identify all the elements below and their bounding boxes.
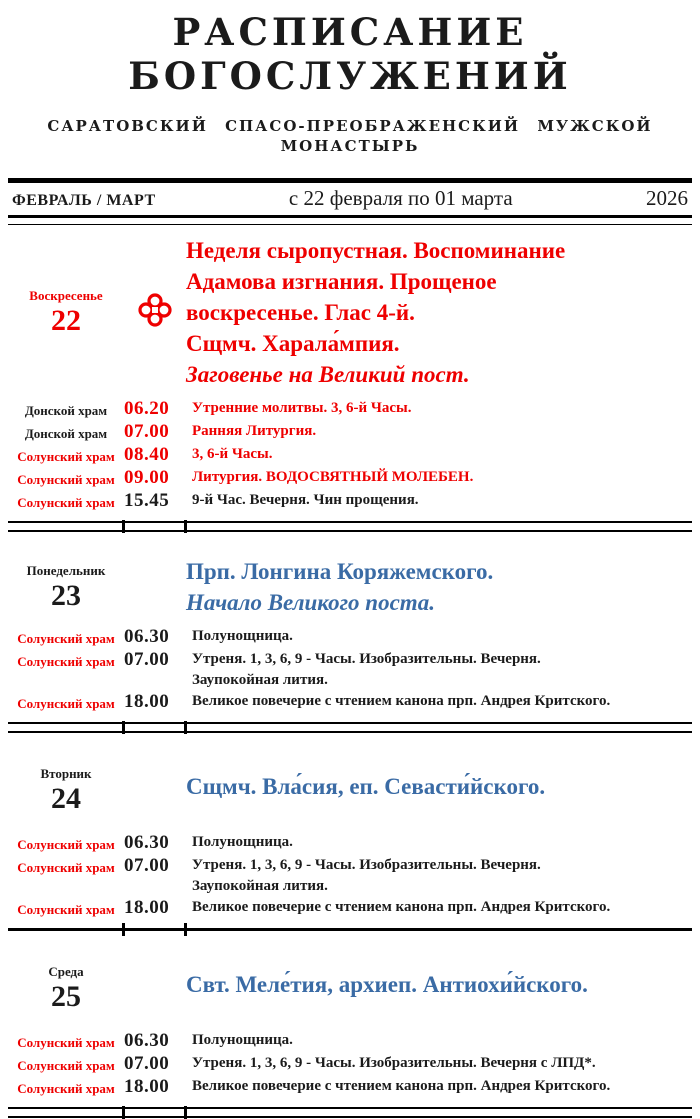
service-time: 06.20	[124, 398, 170, 419]
service-church: Солунский храм	[17, 1058, 115, 1073]
day-name: Понедельник	[26, 562, 106, 578]
day-block	[8, 931, 692, 1107]
service-church: Донской храм	[24, 426, 108, 441]
day-name: Воскресенье	[29, 288, 103, 303]
table-separator-rule	[8, 1107, 692, 1118]
column-tick	[184, 520, 187, 533]
service-line: Утреня. 1, 3, 6, 9 - Часы. Изобразительны. Вечерня.	[192, 857, 541, 873]
service-church: Солунский храм	[17, 472, 115, 487]
service-church: Солунский храм	[17, 837, 115, 852]
feast-line: Сщмч. Харала́мпия.	[186, 331, 400, 356]
service-church: Солунский храм	[17, 631, 115, 646]
service-description	[186, 1053, 692, 1076]
service-line: Заупокойная лития.	[192, 672, 328, 688]
service-description	[186, 444, 692, 467]
service-line: Литургия. ВОДОСВЯТНЫЙ МОЛЕБЕН.	[192, 469, 474, 485]
services-table	[8, 626, 692, 714]
column-tick	[122, 721, 125, 734]
schedule-page	[0, 10, 700, 1118]
column-tick	[122, 923, 125, 936]
table-separator-rule	[8, 722, 692, 733]
column-tick	[184, 721, 187, 734]
services-table	[8, 398, 692, 513]
service-line: Великое повечерие с чтением канона прп. Андрея Критского.	[192, 693, 611, 709]
services-table	[8, 832, 692, 920]
service-church: Солунский храм	[17, 902, 115, 917]
service-description	[186, 626, 692, 649]
day-block	[8, 225, 692, 521]
service-time: 07.00	[124, 649, 170, 670]
service-church: Донской храм	[24, 403, 108, 418]
service-church: Солунский храм	[17, 696, 115, 711]
day-block	[8, 733, 692, 928]
day-header	[8, 235, 692, 390]
day-label	[8, 563, 124, 612]
service-line: Утреня. 1, 3, 6, 9 - Часы. Изобразительны. Вечерня.	[192, 651, 541, 667]
day-header	[8, 556, 692, 618]
day-number: 25	[51, 980, 81, 1013]
feast-line: Свт. Меле́тия, архиеп. Антиохи́йского.	[186, 972, 588, 997]
service-description	[186, 649, 692, 691]
service-line: Великое повечерие с чтением канона прп. Андрея Критского.	[192, 1078, 611, 1094]
day-name: Среда	[48, 964, 84, 979]
feast-line: Прп. Лонгина Коряжемского.	[186, 559, 494, 584]
feast-description	[186, 771, 692, 802]
service-church: Солунский храм	[17, 1035, 115, 1050]
period-months: ФЕВРАЛЬ / МАРТ	[12, 192, 156, 209]
feast-description	[186, 969, 692, 1000]
monastery-subtitle: САРАТОВСКИЙ СПАСО-ПРЕОБРАЖЕНСКИЙ МУЖСКОЙ МОНАСТЫРЬ	[47, 117, 653, 155]
service-description	[186, 855, 692, 897]
day-label	[8, 766, 124, 815]
day-label	[8, 288, 124, 337]
feast-line-italic: Заговенье на Великий пост.	[186, 362, 470, 387]
service-church: Солунский храм	[17, 1081, 115, 1096]
service-time: 15.45	[124, 490, 170, 511]
service-line: Полунощница.	[192, 1032, 293, 1048]
service-line: 3, 6-й Часы.	[192, 446, 273, 462]
services-table	[8, 1030, 692, 1099]
day-cross-cell	[124, 293, 186, 332]
service-church: Солунский храм	[17, 654, 115, 669]
service-line: Великое повечерие с чтением канона прп. Андрея Критского.	[192, 899, 611, 915]
feast-line: Сщмч. Вла́сия, еп. Севасти́йского.	[186, 774, 546, 799]
service-church: Солунский храм	[17, 449, 115, 464]
service-line: Ранняя Литургия.	[192, 423, 317, 439]
service-description	[186, 897, 692, 920]
service-time: 08.40	[124, 444, 170, 465]
service-line: Утренние молитвы. 3, 6-й Часы.	[192, 400, 412, 416]
service-line: 9-й Час. Вечерня. Чин прощения.	[192, 492, 419, 508]
service-time: 07.00	[124, 421, 170, 442]
period-band	[8, 178, 692, 225]
day-name: Вторник	[40, 766, 92, 781]
feast-line: воскресенье. Глас 4-й.	[186, 300, 415, 325]
service-description	[186, 467, 692, 490]
table-separator-rule	[8, 928, 692, 931]
service-time: 07.00	[124, 1053, 170, 1074]
day-label	[8, 964, 124, 1013]
day-number: 23	[51, 578, 81, 612]
service-time: 18.00	[124, 897, 170, 918]
quatrefoil-cross-icon	[138, 293, 172, 327]
service-line: Полунощница.	[192, 628, 293, 644]
service-time: 07.00	[124, 855, 170, 876]
feast-line-italic: Начало Великого поста.	[186, 590, 435, 615]
service-church: Солунский храм	[17, 495, 115, 510]
day-number: 24	[51, 782, 81, 815]
service-time: 06.30	[124, 626, 170, 647]
service-time: 09.00	[124, 467, 170, 488]
column-tick	[184, 923, 187, 936]
service-description	[186, 1076, 692, 1099]
feast-line: Адамова изгнания. Прощеное	[186, 269, 497, 294]
service-description	[186, 1030, 692, 1053]
column-tick	[184, 1106, 187, 1119]
feast-line: Неделя сыропустная. Воспоминание	[186, 238, 566, 263]
service-description	[186, 691, 692, 714]
column-tick	[122, 1106, 125, 1119]
service-time: 06.30	[124, 1030, 170, 1051]
service-description	[186, 421, 692, 444]
feast-description	[186, 235, 692, 390]
period-band-underline	[8, 215, 692, 225]
period-year: 2026	[645, 186, 688, 210]
service-line: Полунощница.	[192, 834, 293, 850]
service-time: 18.00	[124, 1076, 170, 1097]
page-title: РАСПИСАНИЕ БОГОСЛУЖЕНИЙ	[128, 10, 572, 98]
column-tick	[122, 520, 125, 533]
feast-description	[186, 556, 692, 618]
day-header	[8, 955, 692, 1022]
period-row	[8, 183, 692, 215]
service-description	[186, 490, 692, 513]
day-block	[8, 532, 692, 722]
day-number: 22	[51, 304, 81, 337]
day-header	[8, 757, 692, 824]
service-church: Солунский храм	[17, 860, 115, 875]
period-range: с 22 февраля по 01 марта	[288, 186, 513, 210]
service-description	[186, 398, 692, 421]
service-time: 06.30	[124, 832, 170, 853]
day-blocks-container	[8, 225, 692, 1118]
service-time: 18.00	[124, 691, 170, 712]
table-separator-rule	[8, 521, 692, 532]
service-line: Заупокойная лития.	[192, 878, 328, 894]
service-description	[186, 832, 692, 855]
service-line: Утреня. 1, 3, 6, 9 - Часы. Изобразительны. Вечерня с ЛПД*.	[192, 1055, 596, 1071]
